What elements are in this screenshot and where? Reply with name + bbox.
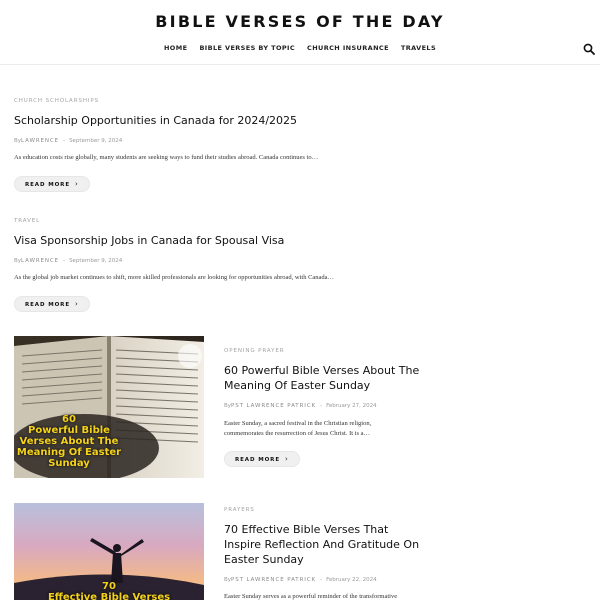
- site-header: [0, 0, 600, 65]
- post-title[interactable]: 60 Powerful Bible Verses About The Meaning Of Easter Sunday: [224, 364, 420, 392]
- chevron-right-icon: ›: [74, 180, 79, 188]
- meta-separator: -: [63, 138, 66, 144]
- by-label: By: [224, 403, 232, 409]
- read-more-label: READ MORE: [25, 182, 70, 188]
- post-excerpt: As education costs rise globally, many students are seeking ways to fund their studies abroad. Canada continues to…: [14, 154, 319, 161]
- thumbnail-text-line: Verses About The: [19, 436, 119, 447]
- post-author[interactable]: LAWRENCE: [21, 138, 60, 144]
- by-label: By: [14, 258, 22, 264]
- post-thumbnail[interactable]: [14, 336, 204, 478]
- post-thumbnail[interactable]: [14, 503, 204, 600]
- post-excerpt: Easter Sunday, a sacred festival in the Christian religion, commemorates the resurrection of Jesus Christ. It is a…: [224, 420, 372, 437]
- thumbnail-overlay-text: [14, 414, 124, 469]
- nav-bible-verses-by-topic[interactable]: BIBLE VERSES BY TOPIC: [199, 44, 296, 52]
- meta-separator: -: [320, 403, 323, 409]
- post-category[interactable]: OPENING PRAYER: [224, 348, 285, 354]
- post-meta: [14, 138, 122, 144]
- post-meta: [224, 403, 377, 409]
- post-author[interactable]: PST LAWRENCE PATRICK: [231, 577, 317, 583]
- chevron-right-icon: ›: [74, 300, 79, 308]
- thumbnail-text-line: Effective Bible Verses: [47, 592, 171, 600]
- nav-home[interactable]: HOME: [163, 44, 188, 52]
- chevron-right-icon: ›: [284, 455, 289, 463]
- read-more-button[interactable]: [14, 176, 90, 192]
- post-meta: [224, 577, 377, 583]
- by-label: By: [14, 138, 22, 144]
- post-category[interactable]: PRAYERS: [224, 507, 255, 513]
- post-date: February 27, 2024: [326, 403, 377, 409]
- thumbnail-text-line: Powerful Bible: [28, 425, 110, 436]
- post-category[interactable]: TRAVEL: [14, 218, 41, 224]
- search-icon[interactable]: [583, 43, 595, 55]
- read-more-button[interactable]: [14, 296, 90, 312]
- post-date: September 9, 2024: [69, 138, 123, 144]
- post-date: September 9, 2024: [69, 258, 123, 264]
- thumbnail-text-line: Meaning Of Easter: [16, 447, 122, 458]
- thumbnail-overlay-text: [14, 581, 204, 600]
- by-label: By: [224, 577, 232, 583]
- read-more-label: READ MORE: [235, 457, 280, 463]
- main-nav: [0, 44, 600, 52]
- post-title[interactable]: Visa Sponsorship Jobs in Canada for Spousal Visa: [14, 234, 285, 247]
- meta-separator: -: [63, 258, 66, 264]
- read-more-button[interactable]: [224, 451, 300, 467]
- post-title[interactable]: 70 Effective Bible Verses That Inspire Reflection And Gratitude On Easter Sunday: [224, 523, 420, 566]
- post-excerpt: Easter Sunday serves as a powerful reminder of the transformative: [224, 593, 398, 600]
- thumbnail-text-line: Sunday: [48, 458, 90, 469]
- post-title[interactable]: Scholarship Opportunities in Canada for 2024/2025: [14, 114, 298, 127]
- site-title[interactable]: BIBLE VERSES OF THE DAY: [155, 12, 445, 31]
- thumbnail-text-line: 60: [62, 414, 76, 425]
- post-meta: [14, 258, 122, 264]
- post-author[interactable]: PST LAWRENCE PATRICK: [231, 403, 317, 409]
- nav-travels[interactable]: TRAVELS: [400, 44, 437, 52]
- read-more-label: READ MORE: [25, 302, 70, 308]
- post-date: February 22, 2024: [326, 577, 377, 583]
- post-excerpt: As the global job market continues to shift, more skilled professionals are looking for opportunities abroad, with Canada…: [14, 274, 335, 281]
- post-author[interactable]: LAWRENCE: [21, 258, 60, 264]
- thumbnail-text-line: 70: [102, 581, 116, 592]
- meta-separator: -: [320, 577, 323, 583]
- nav-church-insurance[interactable]: CHURCH INSURANCE: [307, 44, 389, 52]
- post-category[interactable]: CHURCH SCHOLARSHIPS: [14, 98, 100, 104]
